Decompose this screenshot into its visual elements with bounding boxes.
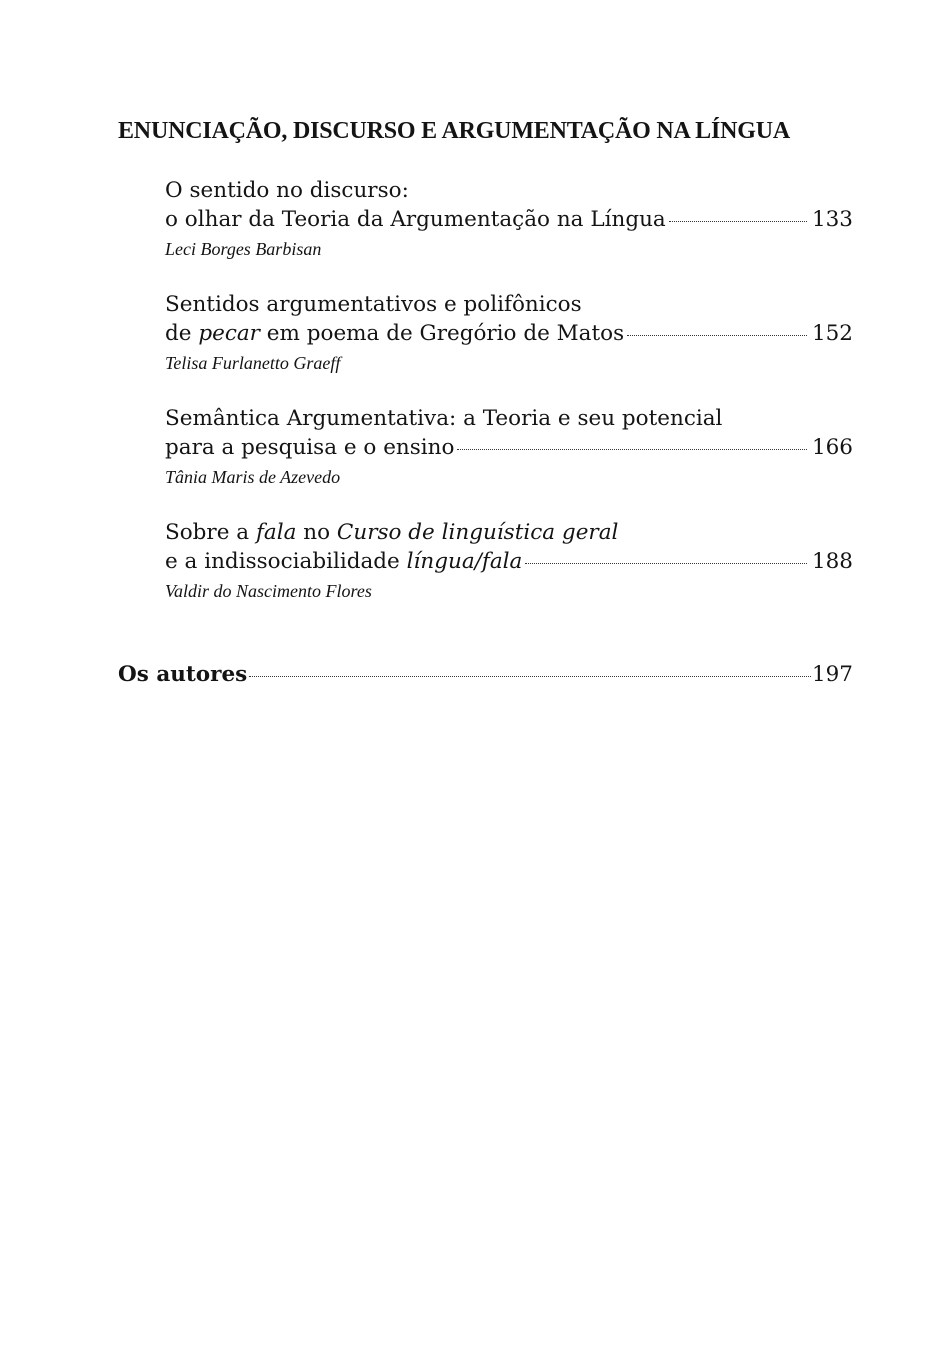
leader-dots: [627, 335, 807, 336]
entry-title-italic: pecar: [198, 321, 260, 346]
toc-entry-authors[interactable]: [118, 660, 853, 689]
entry-title-line2: [165, 205, 853, 234]
entry-title-part: no: [296, 520, 337, 545]
entry-title-text: [165, 319, 624, 348]
entry-title-italic: língua/fala: [406, 549, 523, 574]
entry-title-part: Sobre a: [165, 520, 256, 545]
toc-entry[interactable]: [165, 176, 853, 262]
page-number: 152: [811, 321, 853, 346]
toc-entry[interactable]: [165, 404, 853, 490]
entry-title-italic: Curso de linguística geral: [336, 520, 619, 545]
entry-title-part: em poema de Gregório de Matos: [259, 321, 625, 346]
toc-entry[interactable]: [165, 290, 853, 376]
section-title: ENUNCIAÇÃO, DISCURSO E ARGUMENTAÇÃO NA LÍNGUA: [118, 118, 790, 144]
page-number: 188: [811, 549, 853, 574]
leader-dots: [669, 221, 807, 222]
entry-title-italic: fala: [255, 520, 297, 545]
entry-title-line2: [165, 547, 853, 576]
entry-title-line1: [165, 518, 853, 547]
entry-title-line1: Semântica Argumentativa: a Teoria e seu potencial: [165, 406, 723, 431]
entry-title-text: Os autores: [118, 662, 248, 687]
page-number: 166: [811, 435, 853, 460]
page-number: 197: [811, 662, 853, 687]
entry-title-text: [165, 547, 522, 576]
page-number: 133: [811, 207, 853, 232]
entry-title-part: de: [165, 321, 199, 346]
entry-title-line2: [165, 433, 853, 462]
entry-title-line2: [165, 319, 853, 348]
leader-dots: [249, 676, 811, 677]
leader-dots: [457, 449, 806, 450]
entry-title-line1: O sentido no discurso:: [165, 178, 409, 203]
entry-author: Telisa Furlanetto Graeff: [165, 353, 341, 373]
leader-dots: [525, 563, 807, 564]
entry-title-line: [118, 660, 853, 689]
entry-title-part: e a indissociabilidade: [165, 549, 407, 574]
entry-title-text: para a pesquisa e o ensino: [165, 435, 455, 460]
toc-entry[interactable]: [165, 518, 853, 604]
entry-author: Tânia Maris de Azevedo: [165, 467, 341, 487]
entry-title-text: o olhar da Teoria da Argumentação na Língua: [165, 207, 666, 232]
entry-title-line1: Sentidos argumentativos e polifônicos: [165, 292, 582, 317]
entry-author: Valdir do Nascimento Flores: [165, 581, 372, 601]
entry-author: Leci Borges Barbisan: [165, 239, 322, 259]
